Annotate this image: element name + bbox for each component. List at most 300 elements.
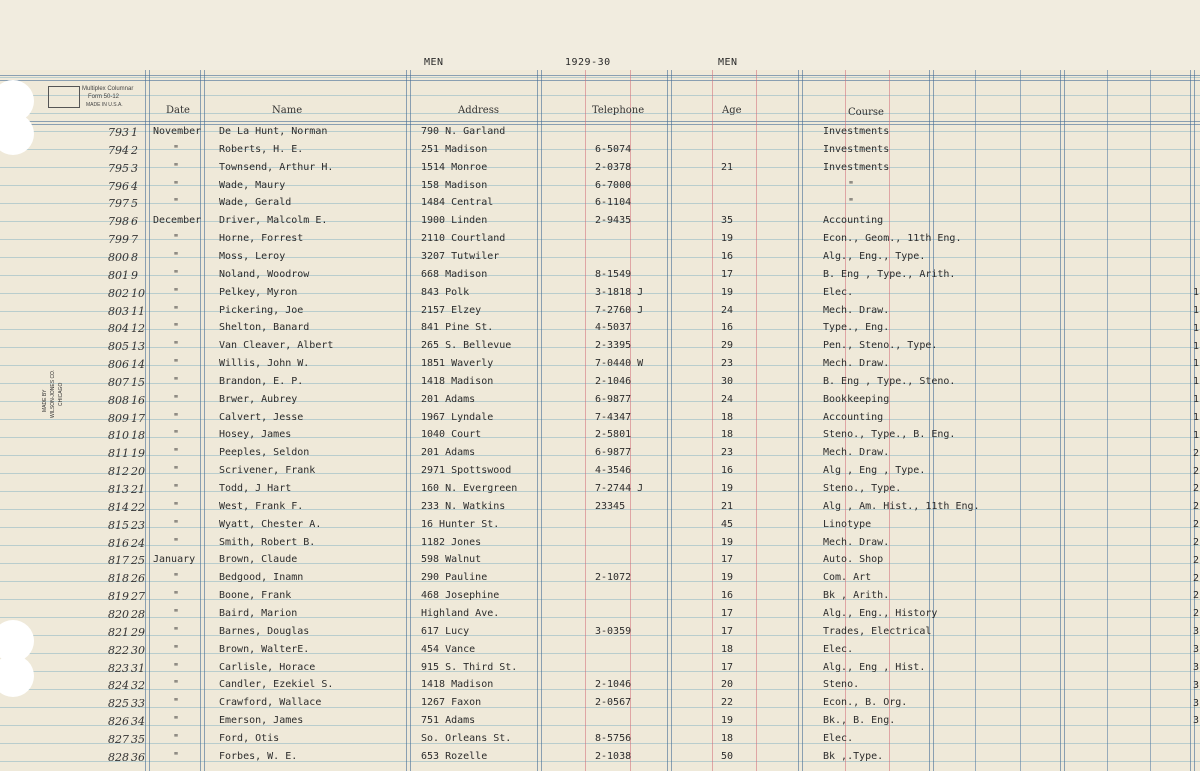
date-cell: " [173, 536, 180, 548]
line-number: 27 [131, 590, 145, 604]
name-cell: Wade, Maury [219, 179, 286, 191]
line-number: 36 [131, 750, 145, 764]
course-cell: Mech. Draw. [823, 358, 890, 370]
registration-number: 796 [108, 179, 129, 193]
name-cell: Brandon, E. P. [219, 375, 304, 387]
registration-number: 803 [108, 304, 129, 318]
date-cell: " [173, 447, 180, 459]
date-cell: " [173, 483, 180, 494]
address-cell: 1040 Court [421, 429, 482, 441]
date-cell: " [173, 465, 180, 477]
telephone-cell: 2-0378 [595, 161, 632, 173]
line-number: 1 [131, 126, 138, 139]
binder-hole [0, 113, 34, 155]
name-cell: Noland, Woodrow [219, 268, 310, 280]
address-cell: 3207 Tutwiler [421, 250, 500, 262]
registration-number: 811 [108, 447, 129, 461]
line-number: 7 [131, 233, 138, 247]
date-cell: " [173, 286, 180, 298]
telephone-cell: 2-1072 [595, 572, 632, 584]
course-cell: Econ., Geom., 11th Eng. [823, 233, 962, 245]
date-cell: " [173, 268, 180, 280]
date-cell: " [173, 572, 180, 584]
age-cell: 22 [721, 697, 734, 709]
course-cell: Type., Eng. [823, 322, 890, 334]
name-cell: Peeples, Seldon [219, 447, 310, 459]
line-number: 35 [131, 732, 145, 746]
line-number: 29 [131, 625, 145, 639]
registration-number: 823 [108, 661, 129, 675]
age-cell: 17 [721, 661, 734, 673]
header-course: Course [848, 107, 884, 118]
telephone-cell: 8-5756 [595, 732, 632, 744]
edge-mark: 2 [1193, 554, 1200, 566]
date-cell: December [153, 215, 202, 227]
line-number: 33 [131, 697, 145, 711]
col-rule [798, 70, 803, 771]
edge-mark: 3 [1193, 679, 1200, 691]
telephone-cell: 2-3395 [595, 340, 632, 352]
telephone-cell: 7-2744 J [595, 483, 644, 494]
name-cell: Emerson, James [219, 715, 304, 727]
age-cell: 18 [721, 732, 734, 744]
edge-mark: 2 [1193, 501, 1200, 513]
address-cell: 843 Polk [421, 286, 470, 298]
date-cell: " [173, 179, 180, 191]
date-cell: " [173, 732, 180, 744]
registration-number: 800 [108, 250, 129, 264]
name-cell: Carlisle, Horace [219, 661, 316, 673]
course-cell: Mech. Draw. [823, 536, 890, 548]
address-cell: 1967 Lyndale [421, 411, 494, 423]
address-cell: 1514 Monroe [421, 161, 488, 173]
name-cell: Willis, John W. [219, 358, 310, 370]
age-cell: 17 [721, 607, 734, 619]
line-number: 12 [131, 322, 145, 336]
edge-mark: 2 [1193, 519, 1200, 531]
line-number: 30 [131, 643, 145, 657]
edge-mark: 2 [1193, 590, 1200, 602]
line-number: 25 [131, 554, 145, 568]
registration-number: 799 [108, 233, 129, 247]
course-cell: B. Eng , Type., Steno. [823, 375, 956, 387]
header-telephone: Telephone [592, 105, 645, 116]
registration-number: 795 [108, 161, 129, 175]
header-date: Date [166, 105, 190, 116]
telephone-cell: 7-2760 J [595, 304, 644, 316]
top-right-label: MEN [718, 57, 738, 68]
name-cell: Van Cleaver, Albert [219, 340, 334, 352]
col-rule-red [756, 70, 757, 771]
name-cell: Roberts, H. E. [219, 143, 304, 155]
edge-mark: 3 [1193, 715, 1200, 727]
telephone-cell: 6-5074 [595, 143, 632, 155]
telephone-cell: 4-5037 [595, 322, 632, 334]
name-cell: Hosey, James [219, 429, 292, 441]
registration-number: 809 [108, 411, 129, 425]
registration-number: 801 [108, 268, 129, 282]
edge-mark: 2 [1193, 536, 1200, 548]
address-cell: 1182 Jones [421, 536, 482, 548]
date-cell: " [173, 358, 180, 370]
date-cell: " [173, 411, 180, 423]
registration-number: 804 [108, 322, 129, 336]
age-cell: 50 [721, 750, 734, 762]
name-cell: Todd, J Hart [219, 483, 292, 494]
address-cell: 653 Rozelle [421, 750, 488, 762]
registration-number: 827 [108, 732, 129, 746]
col-rule [1150, 70, 1151, 771]
address-cell: 915 S. Third St. [421, 661, 518, 673]
name-cell: Barnes, Douglas [219, 625, 310, 637]
address-cell: 158 Madison [421, 179, 488, 191]
line-number: 31 [131, 661, 145, 675]
registration-number: 818 [108, 572, 129, 586]
telephone-cell: 6-9877 [595, 447, 632, 459]
header-address: Address [458, 105, 499, 116]
edge-mark: 2 [1193, 465, 1200, 477]
line-number: 23 [131, 518, 145, 532]
col-rule [200, 70, 205, 771]
name-cell: De La Hunt, Norman [219, 126, 328, 137]
form-number: Form 50-12 [88, 94, 120, 100]
telephone-cell: 2-5801 [595, 429, 632, 441]
edge-mark: 1 [1193, 287, 1200, 298]
telephone-cell: 8-1549 [595, 268, 632, 280]
age-cell: 24 [721, 393, 734, 405]
edge-mark: 2 [1193, 483, 1200, 495]
course-cell: Alg , Am. Hist., 11th Eng. [823, 500, 980, 512]
col-rule-red [585, 70, 586, 771]
telephone-cell: 6-1104 [595, 197, 632, 209]
registration-number: 813 [108, 483, 129, 496]
course-cell: Bookkeeping [823, 393, 890, 405]
date-cell: " [173, 143, 180, 155]
name-cell: Ford, Otis [219, 732, 280, 744]
age-cell: 16 [721, 465, 734, 477]
date-cell: " [173, 161, 180, 173]
maker-line-1: MADE BY [42, 389, 48, 412]
header-name: Name [272, 105, 303, 116]
registration-number: 817 [108, 554, 129, 568]
age-cell: 17 [721, 625, 734, 637]
registration-number: 824 [108, 679, 129, 693]
name-cell: Scrivener, Frank [219, 465, 316, 477]
address-cell: 251 Madison [421, 143, 488, 155]
name-cell: Pickering, Joe [219, 304, 304, 316]
line-number: 10 [131, 286, 145, 300]
course-cell: Accounting [823, 411, 884, 423]
registration-number: 797 [108, 197, 129, 211]
registration-number: 806 [108, 358, 129, 372]
age-cell: 30 [721, 375, 734, 387]
course-cell: Accounting [823, 215, 884, 227]
course-cell: Steno. [823, 679, 860, 691]
registration-number: 810 [108, 429, 129, 443]
date-cell: " [173, 500, 180, 512]
date-cell: " [173, 322, 180, 334]
col-rule [975, 70, 976, 771]
col-rule [145, 70, 150, 771]
course-cell: Linotype [823, 518, 872, 530]
date-cell: " [173, 250, 180, 262]
name-cell: Candler, Ezekiel S. [219, 679, 334, 691]
line-number: 21 [131, 483, 145, 496]
address-cell: 201 Adams [421, 393, 476, 405]
age-cell: 19 [721, 572, 734, 584]
address-cell: So. Orleans St. [421, 732, 512, 744]
name-cell: Driver, Malcolm E. [219, 215, 328, 227]
edge-mark: 1 [1193, 304, 1200, 316]
date-cell: November [153, 126, 202, 137]
telephone-cell: 6-7000 [595, 179, 632, 191]
date-cell: " [173, 697, 180, 709]
name-cell: Wyatt, Chester A. [219, 518, 322, 530]
telephone-cell: 2-0567 [595, 697, 632, 709]
registration-number: 828 [108, 750, 129, 764]
line-number: 8 [131, 250, 138, 264]
telephone-cell: 23345 [595, 500, 626, 512]
course-cell: " [848, 179, 855, 191]
name-cell: Horne, Forrest [219, 233, 304, 245]
date-cell: " [173, 715, 180, 727]
address-cell: 2110 Courtland [421, 233, 506, 245]
address-cell: 16 Hunter St. [421, 518, 500, 530]
line-number: 13 [131, 340, 145, 354]
address-cell: 1418 Madison [421, 679, 494, 691]
course-cell: Investments [823, 126, 890, 137]
maker-line-3: CHICAGO [58, 382, 64, 406]
course-cell: Bk ,.Type. [823, 750, 884, 762]
name-cell: Baird, Marion [219, 607, 298, 619]
name-cell: Crawford, Wallace [219, 697, 322, 709]
edge-mark: 1 [1193, 429, 1200, 441]
address-cell: 1418 Madison [421, 375, 494, 387]
line-number: 28 [131, 607, 145, 621]
date-cell: " [173, 429, 180, 441]
telephone-cell: 7-0440 W [595, 358, 644, 370]
binder-hole [0, 655, 34, 697]
line-number: 32 [131, 679, 145, 693]
age-cell: 35 [721, 215, 734, 227]
address-cell: 468 Josephine [421, 590, 500, 602]
address-cell: 841 Pine St. [421, 322, 494, 334]
date-cell: " [173, 375, 180, 387]
telephone-cell: 4-3546 [595, 465, 632, 477]
registration-number: 812 [108, 465, 129, 479]
address-cell: 1851 Waverly [421, 358, 494, 370]
form-logo-box [48, 86, 80, 108]
name-cell: Brown, WalterE. [219, 643, 310, 655]
date-cell: " [173, 750, 180, 762]
registration-number: 819 [108, 590, 129, 604]
name-cell: Boone, Frank [219, 590, 292, 602]
name-cell: Brwer, Aubrey [219, 393, 298, 405]
date-cell: " [173, 304, 180, 316]
telephone-cell: 7-4347 [595, 411, 632, 423]
edge-mark: 1 [1193, 322, 1200, 334]
course-cell: Elec. [823, 732, 854, 744]
address-cell: 1267 Faxon [421, 697, 482, 709]
name-cell: Wade, Gerald [219, 197, 292, 209]
registration-number: 820 [108, 607, 129, 621]
date-cell: " [173, 233, 180, 245]
address-cell: 160 N. Evergreen [421, 483, 518, 494]
form-made-in: MADE IN U.S.A. [86, 102, 123, 108]
course-cell: Mech. Draw. [823, 304, 890, 316]
course-cell: Com. Art [823, 572, 872, 584]
telephone-cell: 3-0359 [595, 625, 632, 637]
age-cell: 21 [721, 500, 734, 512]
registration-number: 808 [108, 393, 129, 407]
line-number: 6 [131, 215, 138, 229]
course-cell: Alg., Eng., Type. [823, 250, 926, 262]
date-cell: " [173, 518, 180, 530]
name-cell: Forbes, W. E. [219, 750, 298, 762]
line-number: 24 [131, 536, 145, 550]
course-cell: Mech. Draw. [823, 447, 890, 459]
edge-mark: 2 [1193, 572, 1200, 584]
name-cell: Pelkey, Myron [219, 286, 298, 298]
telephone-cell: 2-1038 [595, 750, 632, 762]
address-cell: 290 Pauline [421, 572, 488, 584]
date-cell: " [173, 643, 180, 655]
edge-mark: 1 [1193, 340, 1200, 352]
telephone-cell: 3-1818 J [595, 286, 644, 298]
top-left-label: MEN [424, 57, 444, 68]
telephone-cell: 2-1046 [595, 375, 632, 387]
col-rule [1060, 70, 1065, 771]
name-cell: West, Frank F. [219, 500, 304, 512]
registration-number: 825 [108, 697, 129, 711]
registration-number: 816 [108, 536, 129, 550]
date-cell: " [173, 607, 180, 619]
date-cell: " [173, 197, 180, 209]
line-number: 15 [131, 375, 145, 389]
course-cell: Elec. [823, 643, 854, 655]
edge-mark: 1 [1193, 358, 1200, 370]
address-cell: 1484 Central [421, 197, 494, 209]
course-cell: Econ., B. Org. [823, 697, 908, 709]
date-cell: " [173, 340, 180, 352]
date-cell: " [173, 393, 180, 405]
registration-number: 821 [108, 625, 129, 639]
age-cell: 17 [721, 268, 734, 280]
registration-number: 826 [108, 715, 129, 729]
form-title: Multiplex Columnar [82, 86, 134, 92]
name-cell: Shelton, Banard [219, 322, 310, 334]
header-age: Age [722, 105, 742, 116]
registration-number: 805 [108, 340, 129, 354]
line-number: 5 [131, 197, 138, 211]
address-cell: Highland Ave. [421, 607, 500, 619]
line-number: 3 [131, 161, 138, 175]
name-cell: Townsend, Arthur H. [219, 161, 334, 173]
course-cell: Steno., Type. [823, 483, 902, 494]
address-cell: 598 Walnut [421, 554, 482, 566]
address-cell: 233 N. Watkins [421, 500, 506, 512]
age-cell: 19 [721, 233, 734, 245]
date-cell: " [173, 625, 180, 637]
address-cell: 668 Madison [421, 268, 488, 280]
age-cell: 18 [721, 643, 734, 655]
address-cell: 2157 Elzey [421, 304, 482, 316]
edge-mark: 3 [1193, 697, 1200, 709]
registration-number: 794 [108, 143, 129, 157]
age-cell: 19 [721, 286, 734, 298]
course-cell: Investments [823, 143, 890, 155]
line-number: 34 [131, 715, 145, 729]
telephone-cell: 2-9435 [595, 215, 632, 227]
line-number: 18 [131, 429, 145, 443]
registration-number: 793 [108, 126, 129, 139]
date-cell: " [173, 590, 180, 602]
age-cell: 23 [721, 358, 734, 370]
name-cell: Calvert, Jesse [219, 411, 304, 423]
address-cell: 617 Lucy [421, 625, 470, 637]
course-cell: B. Eng , Type., Arith. [823, 268, 956, 280]
course-cell: Pen., Steno., Type. [823, 340, 938, 352]
edge-mark: 1 [1193, 376, 1200, 388]
course-cell: " [848, 197, 855, 209]
age-cell: 18 [721, 429, 734, 441]
line-number: 20 [131, 465, 145, 479]
course-cell: Alg , Eng , Type. [823, 465, 926, 477]
registration-number: 802 [108, 286, 129, 300]
name-cell: Smith, Robert B. [219, 536, 316, 548]
age-cell: 16 [721, 590, 734, 602]
age-cell: 18 [721, 411, 734, 423]
line-number: 22 [131, 500, 145, 514]
course-cell: Alg., Eng., History [823, 607, 938, 619]
edge-mark: 2 [1193, 447, 1200, 459]
edge-mark: 1 [1193, 394, 1200, 406]
course-cell: Investments [823, 161, 890, 173]
edge-mark: 1 [1193, 411, 1200, 423]
age-cell: 21 [721, 161, 734, 173]
age-cell: 19 [721, 536, 734, 548]
age-cell: 16 [721, 250, 734, 262]
col-rule-red [712, 70, 713, 771]
course-cell: Alg., Eng , Hist. [823, 661, 926, 673]
age-cell: 19 [721, 483, 734, 494]
date-cell: January [153, 554, 196, 566]
registration-number: 798 [108, 215, 129, 229]
age-cell: 20 [721, 679, 734, 691]
address-cell: 454 Vance [421, 643, 476, 655]
col-rule [667, 70, 672, 771]
address-cell: 1900 Linden [421, 215, 488, 227]
age-cell: 45 [721, 518, 734, 530]
name-cell: Brown, Claude [219, 554, 298, 566]
date-cell: " [173, 661, 180, 673]
line-number: 26 [131, 572, 145, 586]
line-number: 19 [131, 447, 145, 461]
registration-number: 814 [108, 500, 129, 514]
telephone-cell: 2-1046 [595, 679, 632, 691]
age-cell: 24 [721, 304, 734, 316]
course-cell: Trades, Electrical [823, 625, 932, 637]
telephone-cell: 6-9877 [595, 393, 632, 405]
year-label: 1929-30 [565, 57, 611, 68]
address-cell: 201 Adams [421, 447, 476, 459]
line-number: 2 [131, 143, 138, 157]
col-rule [1020, 70, 1021, 771]
name-cell: Bedgood, Inamn [219, 572, 304, 584]
age-cell: 16 [721, 322, 734, 334]
age-cell: 17 [721, 554, 734, 566]
line-number: 16 [131, 393, 145, 407]
